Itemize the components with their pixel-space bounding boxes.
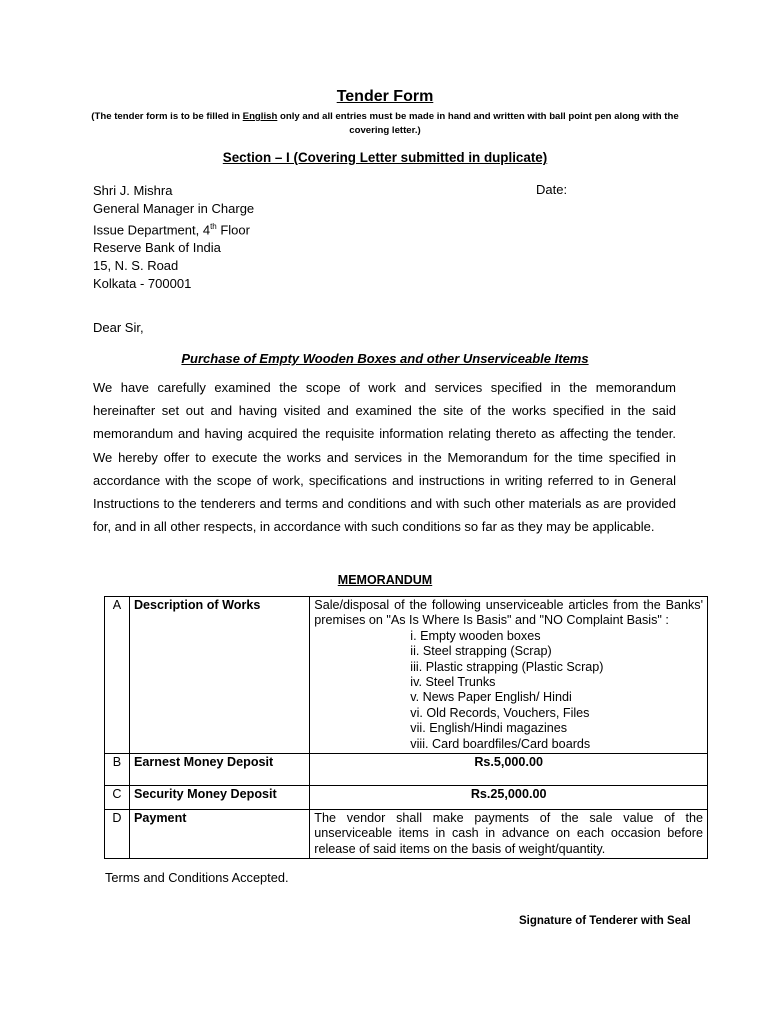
address-line: Reserve Bank of India [93,240,221,256]
form-instructions [90,110,680,138]
address-line [93,218,254,239]
date-label: Date: [536,182,568,197]
row-label: Description of Works [129,597,309,754]
row-label: Security Money Deposit [129,786,309,810]
list-item: v. News Paper English/ Hindi [410,690,572,705]
table-row [105,810,708,859]
works-intro: Sale/disposal of the following unserviceable articles from the Banks' premises on "As Is Where Is Basis" and "NO Complaint Basis" : [314,598,703,628]
address-line: Shri J. Mishra [93,183,173,198]
instructions-emphasis: English [242,111,278,122]
letter-subject: Purchase of Empty Wooden Boxes and other Unserviceable Items [181,351,589,366]
address-line-part: Floor [216,222,250,238]
list-item: i. Empty wooden boxes [410,628,541,643]
memorandum-table [104,596,708,859]
list-item: vi. Old Records, Vouchers, Files [410,705,590,720]
ordinal-suffix: th [210,222,217,231]
section-heading: Section – I (Covering Letter submitted in duplicate) [222,150,548,165]
row-value: The vendor shall make payments of the sale value of the unserviceable items in cash in advance on each occasion before release of said items on the basis of weight/quantity. [310,810,708,859]
letter-body: We have carefully examined the scope of work and services specified in the memorandum hereinafter set out and having visited and examined the site of the works specified in the said memorandum and having acquired the requisite information relating thereto as affecting the tender. We hereby offer to execute the works and services in the Memorandum for the time specified in accordance with the scope of work, specifications and instructions in writing referred to in General Instructions to the tenderers and terms and conditions and with such other materials as are provided for, and in all other respects, in accordance with such conditions so far as they may be applicable. [93,380,676,535]
terms-accepted: Terms and Conditions Accepted. [105,870,289,885]
address-line: General Manager in Charge [93,201,255,216]
memorandum-title: MEMORANDUM [337,573,433,587]
row-value: Rs.25,000.00 [310,786,708,810]
list-item: ii. Steel strapping (Scrap) [410,644,552,659]
table-row [105,786,708,810]
row-letter: A [105,597,130,754]
list-item: viii. Card boardfiles/Card boards [410,736,591,751]
instructions-suffix: only and all entries must be made in hand and written with ball point pen along with the covering letter.) [277,111,679,136]
row-value: Rs.5,000.00 [310,754,708,786]
table-row [105,597,708,754]
works-list [314,629,703,752]
row-label: Payment [129,810,309,859]
address-line: 15, N. S. Road [93,258,179,274]
list-item: vii. English/Hindi magazines [410,721,568,736]
list-item: iii. Plastic strapping (Plastic Scrap) [410,659,604,674]
salutation: Dear Sir, [93,320,144,335]
row-value [310,597,708,754]
row-letter: D [105,810,130,859]
instructions-prefix: (The tender form is to be filled in [91,111,243,122]
row-letter: C [105,786,130,810]
signature-label: Signature of Tenderer with Seal [519,915,691,927]
page-title: Tender Form [336,88,434,105]
table-row [105,754,708,786]
row-letter: B [105,754,130,786]
row-label: Earnest Money Deposit [129,754,309,786]
address-line: Kolkata - 700001 [93,276,192,292]
recipient-address [93,182,254,293]
address-line-part: Issue Department, 4 [93,222,211,238]
list-item: iv. Steel Trunks [410,675,496,690]
